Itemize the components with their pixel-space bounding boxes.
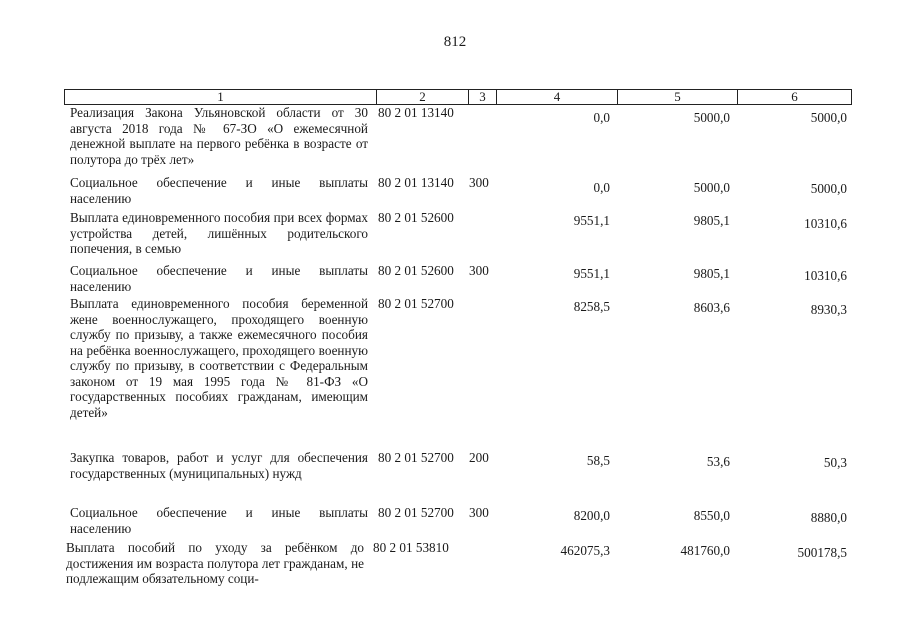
row-vr: 300 (469, 263, 489, 278)
row-value-col4: 58,5 (586, 453, 610, 468)
row-vr: 300 (469, 175, 489, 190)
row-value-col6: 5000,0 (810, 181, 847, 196)
row-code: 80 2 01 13140 (378, 175, 454, 190)
row-value-col4: 8258,5 (573, 299, 610, 314)
row-description: Социальное обеспечение и иные выплаты населению (70, 505, 368, 536)
row-code: 80 2 01 52600 (378, 263, 454, 278)
row-code: 80 2 01 52700 (378, 296, 454, 311)
header-cell-1: 1 (65, 90, 377, 104)
row-description: Социальное обеспечение и иные выплаты населению (70, 263, 368, 294)
row-value-col5: 481760,0 (680, 543, 730, 558)
row-description: Закупка товаров, работ и услуг для обеспечения государственных (муниципальных) нужд (70, 450, 368, 481)
row-code: 80 2 01 52700 (378, 450, 454, 465)
row-value-col4: 9551,1 (573, 266, 610, 281)
row-description: Социальное обеспечение и иные выплаты населению (70, 175, 368, 206)
row-vr: 200 (469, 450, 489, 465)
page-number: 812 (443, 34, 467, 50)
header-cell-5: 5 (618, 90, 738, 104)
row-value-col6: 10310,6 (804, 268, 847, 283)
row-code: 80 2 01 52700 (378, 505, 454, 520)
row-value-col4: 0,0 (593, 110, 610, 125)
row-vr: 300 (469, 505, 489, 520)
row-value-col6: 500178,5 (797, 545, 847, 560)
row-value-col6: 5000,0 (810, 110, 847, 125)
row-value-col6: 10310,6 (804, 216, 847, 231)
row-value-col5: 5000,0 (693, 180, 730, 195)
row-value-col5: 8603,6 (693, 300, 730, 315)
row-value-col4: 9551,1 (573, 213, 610, 228)
row-value-col5: 53,6 (706, 454, 730, 469)
row-value-col4: 462075,3 (560, 543, 610, 558)
table-header (64, 89, 852, 105)
row-value-col5: 9805,1 (693, 266, 730, 281)
row-description: Реализация Закона Ульяновской области от 30 августа 2018 года № 67-ЗО «О ежемесячной денежной выплате на первого ребёнка в возрасте от полутора до трёх лет» (70, 105, 368, 167)
row-description: Выплата единовременного пособия при всех формах устройства детей, лишённых родительского попечения, в семью (70, 210, 368, 256)
row-value-col5: 9805,1 (693, 213, 730, 228)
row-description: Выплата пособий по уходу за ребёнком до достижения им возраста полутора лет гражданам, не подлежащим обязательному соци- (66, 540, 364, 586)
row-code: 80 2 01 52600 (378, 210, 454, 225)
header-cell-4: 4 (497, 90, 618, 104)
row-description: Выплата единовременного пособия беременной жене военнослужащего, проходящего военную службу по призыву, а также ежемесячного пособия на ребёнка военнослужащего, проходящего военную службу по призыву, в соответствии с Федеральным законом от 19 мая 1995 года № 81-ФЗ «О государственных пособиях гражданам, имеющим детей» (70, 296, 368, 420)
row-value-col6: 50,3 (823, 455, 847, 470)
header-cell-2: 2 (377, 90, 469, 104)
row-value-col6: 8930,3 (810, 302, 847, 317)
header-cell-6: 6 (791, 89, 798, 104)
row-value-col5: 8550,0 (693, 508, 730, 523)
row-code: 80 2 01 53810 (373, 540, 449, 555)
row-code: 80 2 01 13140 (378, 105, 454, 120)
row-value-col5: 5000,0 (693, 110, 730, 125)
row-value-col4: 8200,0 (573, 508, 610, 523)
row-value-col4: 0,0 (593, 180, 610, 195)
header-cell-3: 3 (469, 90, 497, 104)
row-value-col6: 8880,0 (810, 510, 847, 525)
